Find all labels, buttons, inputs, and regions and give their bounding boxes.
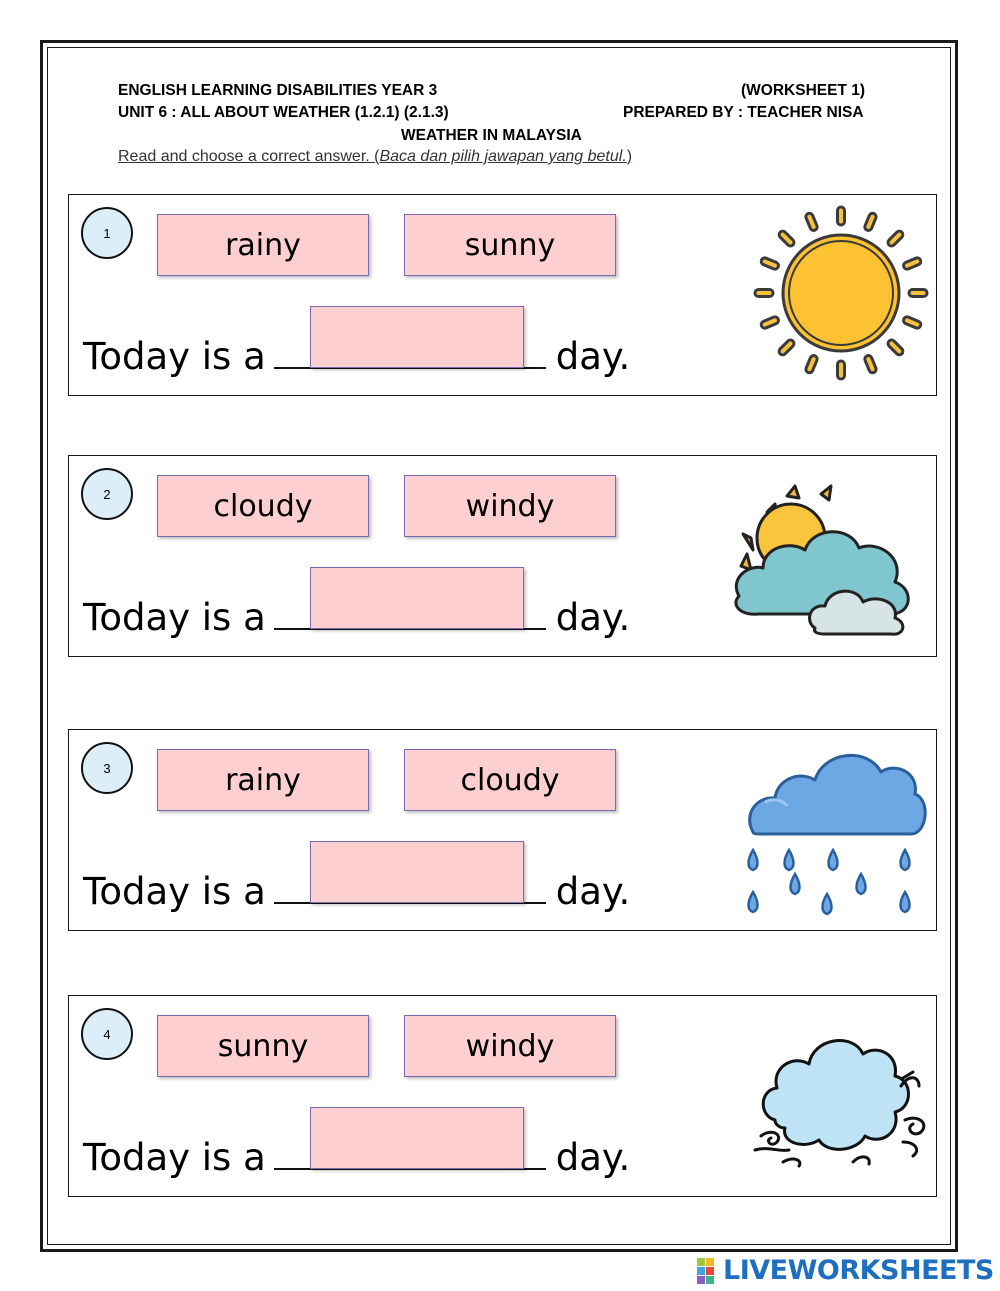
option-sunny[interactable]: sunny (157, 1015, 369, 1077)
answer-drop-zone[interactable] (310, 567, 524, 629)
sun-icon (751, 205, 931, 385)
option-rainy[interactable]: rainy (157, 214, 369, 276)
sentence: Today is a day. (83, 596, 631, 639)
liveworksheets-logo (697, 1255, 994, 1286)
cloudy-icon (729, 478, 929, 638)
question-number: 4 (81, 1008, 133, 1060)
answer-drop-zone[interactable] (310, 1107, 524, 1169)
question-number: 3 (81, 742, 133, 794)
header-author: PREPARED BY : TEACHER NISA (623, 104, 864, 121)
header-unit: UNIT 6 : ALL ABOUT WEATHER (1.2.1) (2.1.3) (118, 104, 449, 121)
instruction: Read and choose a correct answer. (Baca dan pilih jawapan yang betul.) (118, 148, 633, 165)
option-cloudy[interactable]: cloudy (157, 475, 369, 537)
worksheet-title: WEATHER IN MALAYSIA (401, 127, 582, 144)
windy-cloud-icon (753, 1024, 929, 1174)
question-4 (68, 995, 937, 1197)
sentence: Today is a day. (83, 1136, 631, 1179)
sentence: Today is a day. (83, 870, 631, 913)
question-2 (68, 455, 937, 657)
question-number: 2 (81, 468, 133, 520)
header-worksheet-number: (WORKSHEET 1) (741, 82, 865, 99)
brand-name: LIVEWORKSHEETS (723, 1255, 994, 1286)
option-rainy[interactable]: rainy (157, 749, 369, 811)
option-windy[interactable]: windy (404, 475, 616, 537)
sentence: Today is a day. (83, 335, 631, 378)
question-number: 1 (81, 207, 133, 259)
answer-drop-zone[interactable] (310, 841, 524, 903)
question-1 (68, 194, 937, 396)
question-3 (68, 729, 937, 931)
option-sunny[interactable]: sunny (404, 214, 616, 276)
option-cloudy[interactable]: cloudy (404, 749, 616, 811)
option-windy[interactable]: windy (404, 1015, 616, 1077)
header-subject: ENGLISH LEARNING DISABILITIES YEAR 3 (118, 82, 438, 99)
rain-cloud-icon (743, 742, 929, 922)
answer-drop-zone[interactable] (310, 306, 524, 368)
brand-logo-icon (697, 1258, 723, 1284)
